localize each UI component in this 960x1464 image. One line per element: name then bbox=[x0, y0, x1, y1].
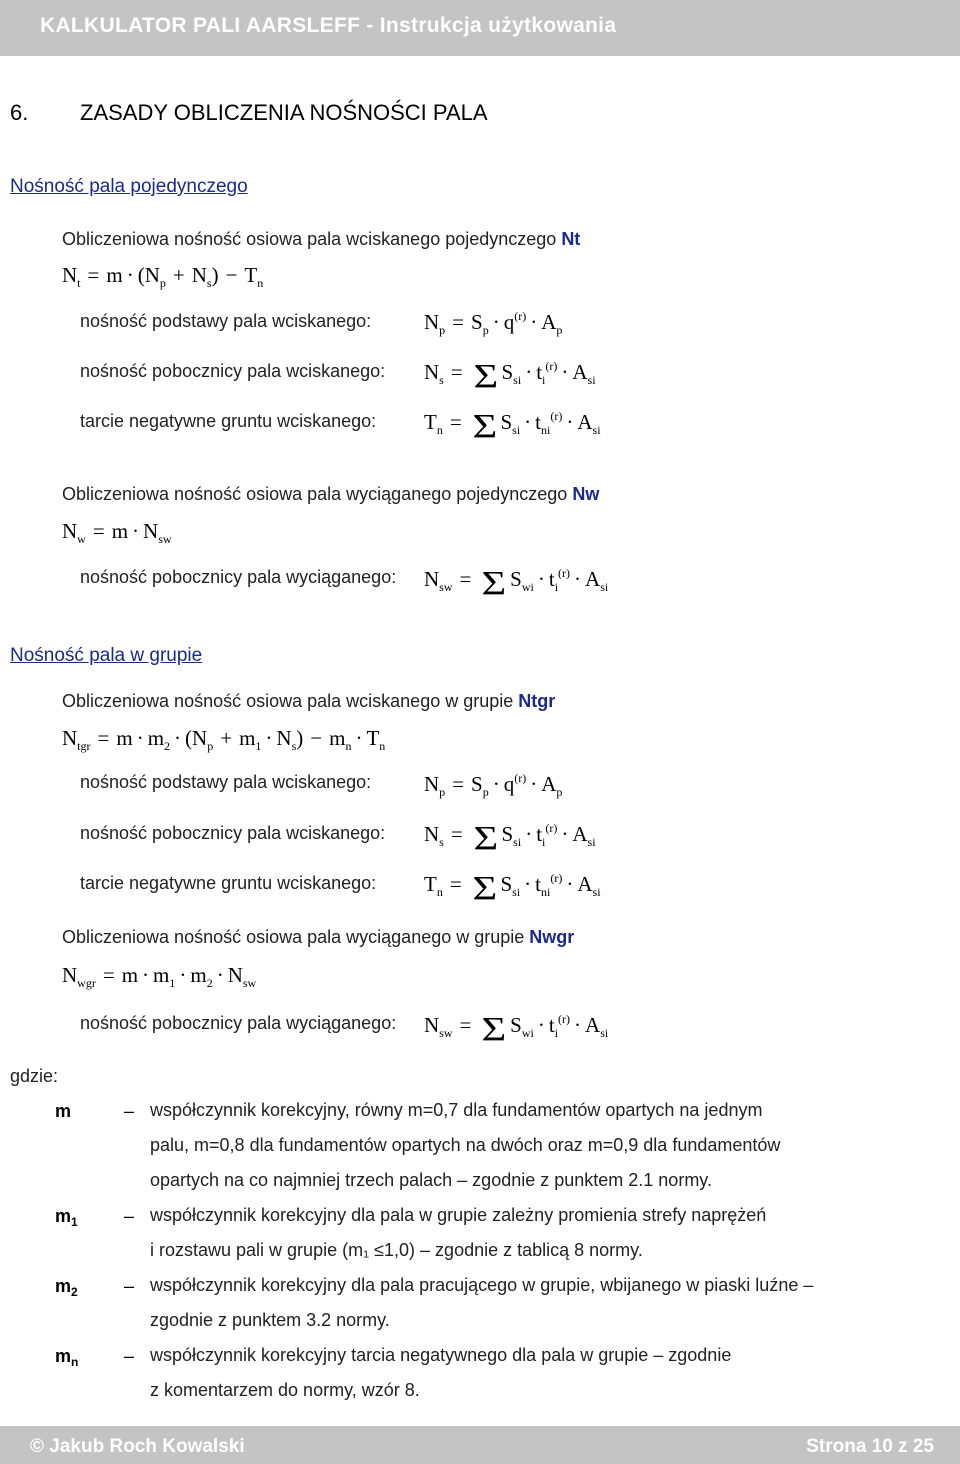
formula-np-group: $N_p = S_p \cdot q^{(r)} \cdot A_p$ bbox=[424, 771, 563, 799]
formula-ntgr: $N_{tgr} = m \cdot m_2 \cdot (N_p + m_1 \cdot N_s) - m_n \cdot T_n$ bbox=[62, 726, 386, 753]
footer-page-number: Strona 10 z 25 bbox=[806, 1436, 934, 1457]
formula-ns-group: $N_s = \Sigma$ $S_{si} \cdot t_i^{(r)} \cdot A_{si}$ bbox=[424, 820, 596, 857]
group-tension-shaft-label: nośność pobocznicy pala wyciąganego: bbox=[80, 1013, 397, 1033]
tag-nwgr: Nwgr bbox=[529, 927, 575, 947]
single-compression-intro: Obliczeniowa nośność osiowa pala wciskanego pojedynczego Nt bbox=[62, 229, 581, 249]
group-compression-intro: Obliczeniowa nośność osiowa pala wciskanego w grupie Ntgr bbox=[62, 691, 556, 711]
legend-description-m2: współczynnik korekcyjny dla pala pracującego w grupie, wbijanego w piaski luźne – zgodnie z punktem 3.2 normy. bbox=[150, 1275, 814, 1330]
document-title: KALKULATOR PALI AARSLEFF - Instrukcja użytkowania bbox=[40, 14, 617, 37]
single-tension-intro: Obliczeniowa nośność osiowa pala wyciąganego pojedynczego Nw bbox=[62, 484, 600, 504]
legend-intro: gdzie: bbox=[10, 1066, 59, 1086]
legend-dash: – bbox=[124, 1276, 135, 1296]
tag-nw: Nw bbox=[572, 484, 600, 504]
formula-ns: $N_s = \Sigma$ $S_{si} \cdot t_i^{(r)} \cdot A_{si}$ bbox=[424, 358, 596, 395]
symbol-m1: $m_1$ bbox=[55, 1206, 78, 1229]
symbol-m2: $m_2$ bbox=[55, 1276, 78, 1299]
group-tension-intro: Obliczeniowa nośność osiowa pala wyciąganego w grupie Nwgr bbox=[62, 927, 575, 947]
section-title: ZASADY OBLICZENIA NOŚNOŚCI PALA bbox=[80, 100, 488, 125]
section-number: 6. bbox=[10, 100, 29, 125]
formula-nsw: $N_{sw} = \Sigma$ $S_{wi} \cdot t_i^{(r)} \cdot A_{si}$ bbox=[424, 565, 609, 602]
legend-description-m1: współczynnik korekcyjny dla pala w grupie zależny promienia strefy naprężeń i rozstawu pali w grupie (m₁ ≤1,0) – zgodnie z tablicą 8 normy. bbox=[150, 1205, 767, 1260]
symbol-m: m bbox=[55, 1101, 72, 1121]
single-pile-heading: Nośność pala pojedynczego bbox=[10, 176, 248, 197]
formula-nwgr: $N_{wgr} = m \cdot m_1 \cdot m_2 \cdot N_{sw}$ bbox=[62, 963, 257, 990]
single-tension-shaft-label: nośność pobocznicy pala wyciąganego: bbox=[80, 567, 397, 587]
legend-dash: – bbox=[124, 1346, 135, 1366]
legend-dash: – bbox=[124, 1101, 135, 1121]
tag-nt: Nt bbox=[561, 229, 581, 249]
formula-tn: $T_n = \Sigma$ $S_{si} \cdot t_{ni}^{(r)} \cdot A_{si}$ bbox=[424, 408, 601, 445]
tag-ntgr: Ntgr bbox=[518, 691, 556, 711]
formula-np: $N_p = S_p \cdot q^{(r)} \cdot A_p$ bbox=[424, 309, 563, 337]
legend-description-m: współczynnik korekcyjny, równy m=0,7 dla fundamentów opartych na jednym palu, m=0,8 dla fundamentów opartych na dwóch oraz m=0,9 dla fundamentów opartych na co najmniej trzech palach – zgodnie z punktem 2.1 normy. bbox=[150, 1100, 781, 1190]
single-shaft-label: nośność pobocznicy pala wciskanego: bbox=[80, 361, 386, 381]
single-friction-label: tarcie negatywne gruntu wciskanego: bbox=[80, 411, 377, 431]
group-base-label: nośność podstawy pala wciskanego: bbox=[80, 772, 372, 792]
footer-author: © Jakub Roch Kowalski bbox=[30, 1436, 245, 1457]
legend-dash: – bbox=[124, 1206, 135, 1226]
group-shaft-label: nośność pobocznicy pala wciskanego: bbox=[80, 823, 386, 843]
legend-description-mn: współczynnik korekcyjny tarcia negatywnego dla pala w grupie – zgodnie z komentarzem do normy, wzór 8. bbox=[150, 1345, 732, 1400]
formula-nsw-group: $N_{sw} = \Sigma$ $S_{wi} \cdot t_i^{(r)} \cdot A_{si}$ bbox=[424, 1011, 609, 1048]
group-pile-heading: Nośność pala w grupie bbox=[10, 645, 203, 666]
formula-nt: $N_t = m \cdot (N_p + N_s) - T_n$ bbox=[62, 263, 264, 290]
symbol-mn: $m_n$ bbox=[55, 1346, 79, 1369]
formula-tn-group: $T_n = \Sigma$ $S_{si} \cdot t_{ni}^{(r)} \cdot A_{si}$ bbox=[424, 870, 601, 907]
formula-nw: $N_w = m \cdot N_{sw}$ bbox=[62, 519, 172, 546]
group-friction-label: tarcie negatywne gruntu wciskanego: bbox=[80, 873, 377, 893]
single-base-label: nośność podstawy pala wciskanego: bbox=[80, 311, 372, 331]
